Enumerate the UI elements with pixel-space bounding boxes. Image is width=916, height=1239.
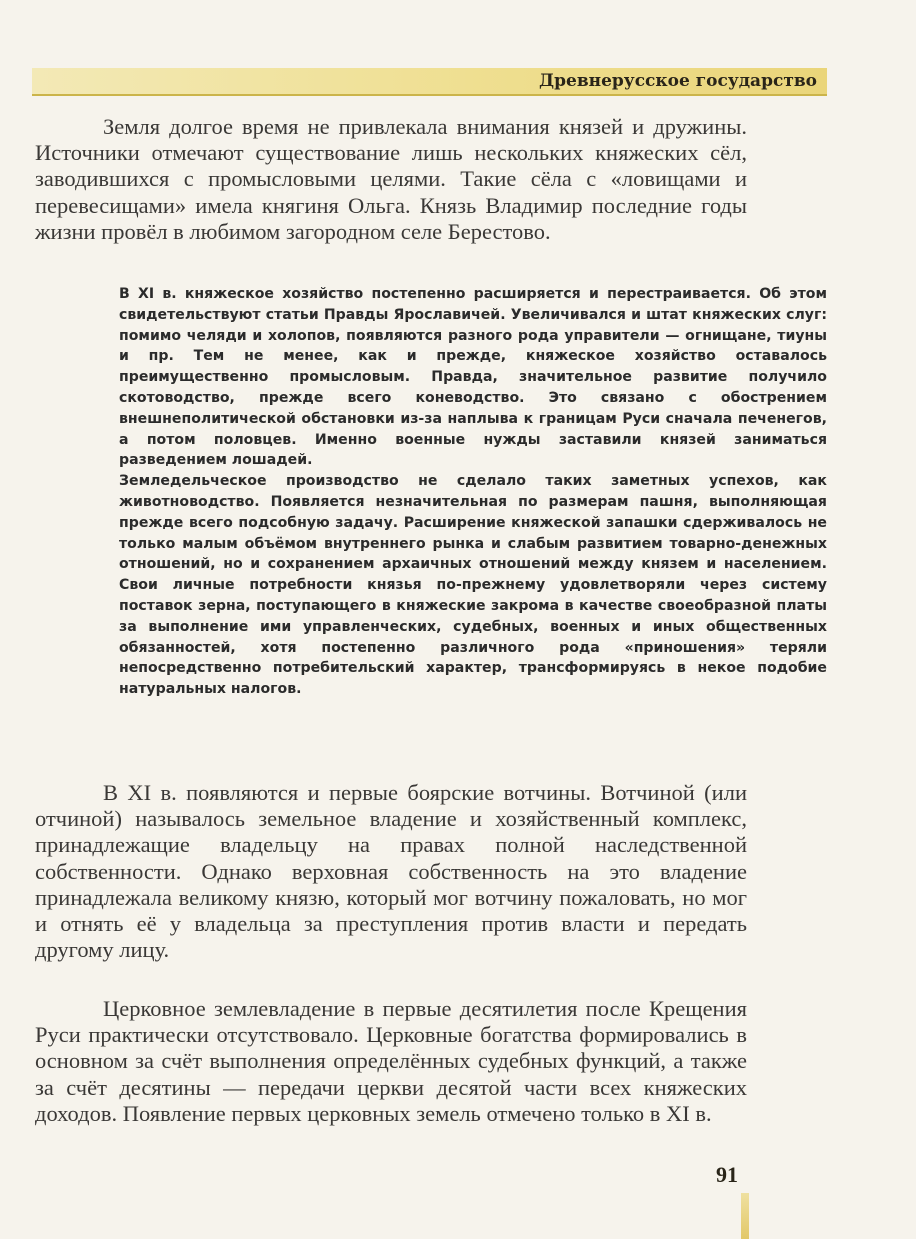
- small-print-block: [119, 284, 827, 700]
- running-header: [32, 68, 827, 96]
- body-paragraph-3: [35, 780, 747, 963]
- running-header-title: Древнерусское государство: [539, 71, 817, 91]
- paragraph-text: Земля долгое время не привлекала внимания князей и дружины. Источники отмечают существование лишь нескольких княжеских сёл, заводившихся с промысловыми целями. Такие сёла с «ловищами и перевесищами» имела княгиня Ольга. Князь Владимир последние годы жизни провёл в любимом загородном селе Берестово.: [35, 114, 747, 244]
- small-paragraph-2: Земледельческое производство не сделало таких заметных успехов, как животноводство. Появляется незначительная по размерам пашня, выполняющая прежде всего подсобную задачу. Расширение княжеской запашки сдерживалось не только малым объёмом внутреннего рынка и слабым развитием товарно-денежных отношений, но и сохранением архаичных отношений между князем и населением. Свои личные потребности князья по-прежнему удовлетворяли через систему поставок зерна, поступающего в княжеские закрома в качестве своеобразной платы за выполнение ими управленческих, судебных, военных и иных общественных обязанностей, хотя постепенно различного рода «приношения» теряли непосредственно потребительский характер, трансформируясь в некое подобие натуральных налогов.: [119, 473, 827, 698]
- paragraph-text: Церковное землевладение в первые десятилетия после Крещения Руси практически отсутствовало. Церковные богатства формировались в основном за счёт выполнения определённых судебных функций, а также за счёт десятины — передачи церкви десятой части всех княжеских доходов. Появление первых церковных земель отмечено только в XI в.: [35, 996, 747, 1126]
- body-paragraph-1: [35, 114, 747, 245]
- paragraph-text: В XI в. появляются и первые боярские вотчины. Вотчиной (или отчиной) называлось земельное владение и хозяйственный комплекс, принадлежащие владельцу на правах полной наследственной собственности. Однако верховная собственность на это владение принадлежала великому князю, который мог вотчину пожаловать, но мог и отнять её у владельца за преступления против власти и передать другому лицу.: [35, 780, 747, 963]
- body-paragraph-4: [35, 996, 747, 1127]
- page-edge-strip: [741, 1193, 749, 1239]
- page-number: 91: [716, 1162, 738, 1187]
- small-paragraph-1: В XI в. княжеское хозяйство постепенно расширяется и перестраивается. Об этом свидетельствуют статьи Правды Ярославичей. Увеличивался и штат княжеских слуг: помимо челяди и холопов, появляются разного рода управители — огнищане, тиуны и пр. Тем не менее, как и прежде, княжеское хозяйство оставалось преимущественно промысловым. Правда, значительное развитие получило скотоводство, прежде всего коневодство. Это связано с обострением внешнеполитической обстановки из-за наплыва к границам Руси сначала печенегов, а потом половцев. Именно военные нужды заставили князей заниматься разведением лошадей.: [119, 286, 827, 469]
